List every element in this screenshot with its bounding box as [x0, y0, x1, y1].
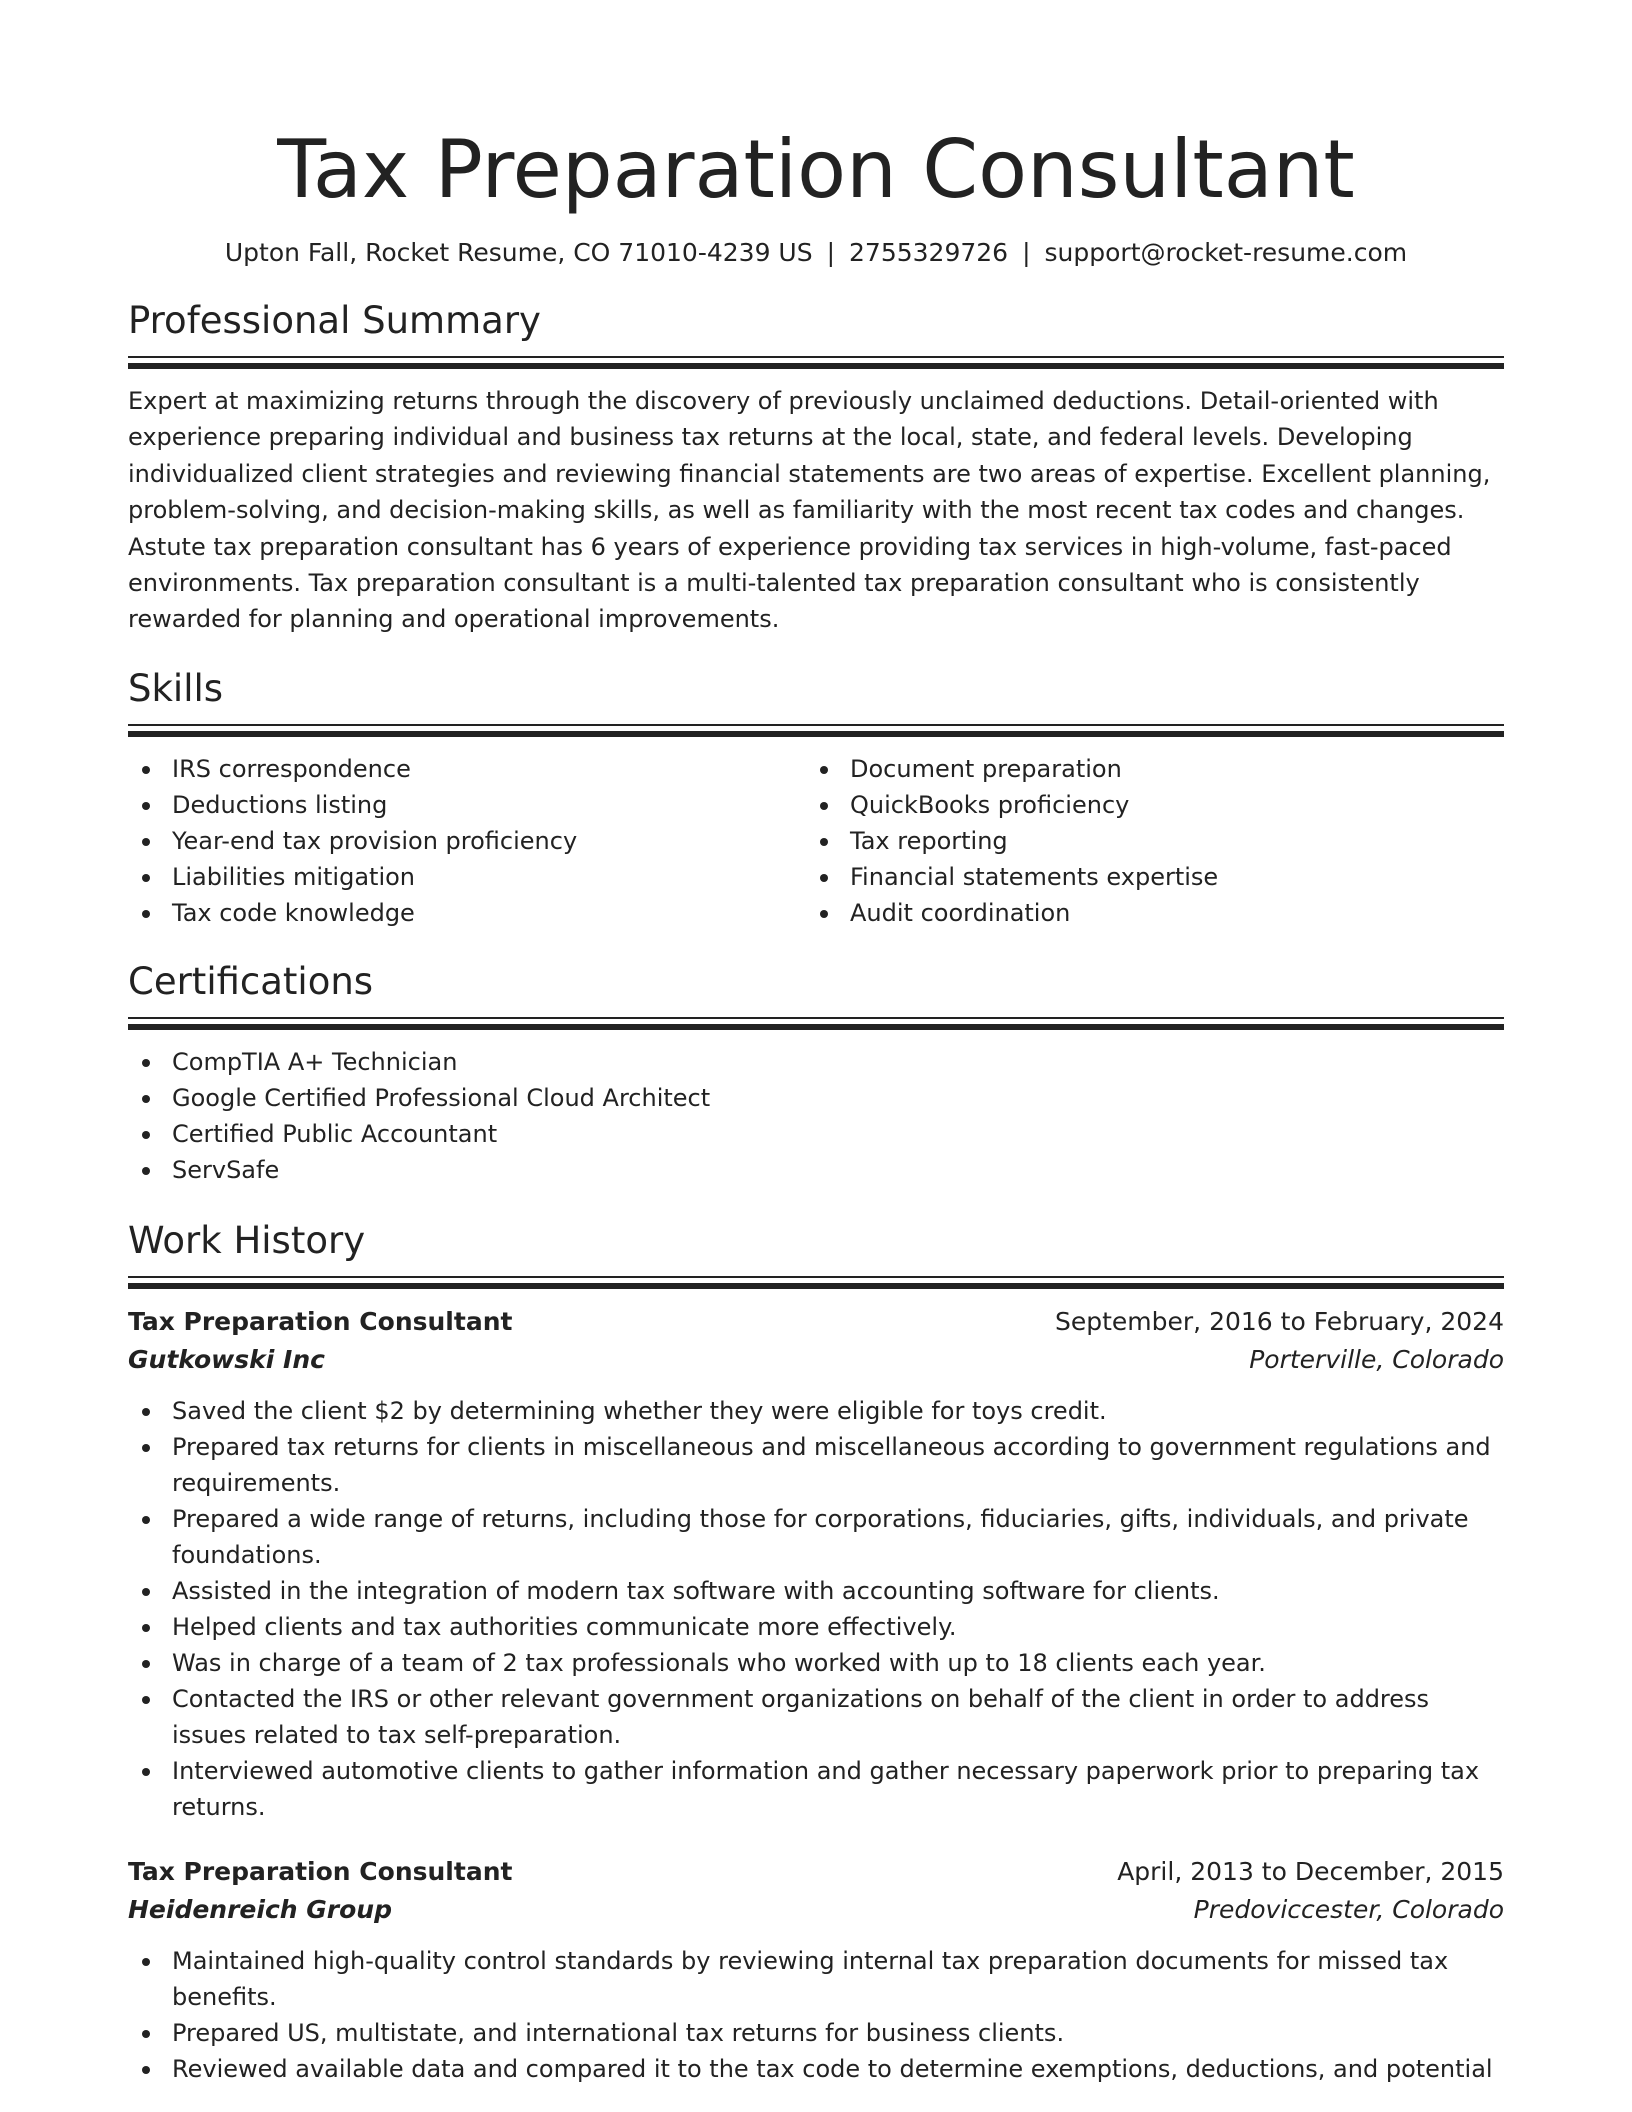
skills-grid — [128, 751, 1504, 931]
skill-item: Tax code knowledge — [128, 895, 806, 931]
skill-item: Audit coordination — [806, 895, 1484, 931]
summary-text: Expert at maximizing returns through the discovery of previously unclaimed deductions. Detail-oriented with experience preparing individual and business tax returns at the local, state, and federal levels. Developing individualized client strategies and reviewing financial statements are two areas of expertise. Excellent planning, problem-solving, and decision-making skills, as well as familiarity with the most recent tax codes and changes. Astute tax preparation consultant has 6 years of experience providing tax services in high-volume, fast-paced environments. Tax preparation consultant is a multi-talented tax preparation consultant who is consistently rewarded for planning and operational improvements. — [128, 387, 1491, 634]
job-bullet: Maintained high-quality control standards by reviewing internal tax preparation documents for missed tax benefits. — [128, 1943, 1504, 2015]
section-rule-thick — [128, 1283, 1504, 1289]
skill-item: Tax reporting — [806, 823, 1484, 859]
contact-separator: | — [826, 238, 836, 267]
job-bullets — [128, 1943, 1504, 2087]
job-company: Gutkowski Inc — [128, 1344, 325, 1374]
work-history-section — [128, 1216, 1504, 2087]
job-header-row — [128, 1303, 1504, 1341]
job-bullet: Interviewed automotive clients to gather information and gather necessary paperwork prior to preparing tax returns. — [128, 1753, 1504, 1825]
contact-phone: 2755329726 — [849, 238, 1009, 267]
job-entry — [128, 1303, 1504, 1825]
section-rule — [128, 1017, 1504, 1019]
certification-item: Certified Public Accountant — [128, 1116, 1504, 1152]
section-rule — [128, 1276, 1504, 1278]
job-bullets — [128, 1393, 1504, 1825]
job-header-row — [128, 1853, 1504, 1891]
resume-title: Tax Preparation Consultant — [277, 123, 1355, 216]
skill-item: Year-end tax provision proficiency — [128, 823, 806, 859]
skills-list-right — [806, 751, 1484, 931]
skill-item: Document preparation — [806, 751, 1484, 787]
section-rule — [128, 356, 1504, 358]
resume-page — [128, 0, 1504, 2087]
contact-address: Upton Fall, Rocket Resume, CO 71010-4239 US — [224, 238, 813, 267]
certification-item: CompTIA A+ Technician — [128, 1044, 1504, 1080]
section-rule-thick — [128, 1024, 1504, 1030]
skill-item: QuickBooks proficiency — [806, 787, 1484, 823]
job-dates: September, 2016 to February, 2024 — [1055, 1306, 1504, 1336]
skill-item: Deductions listing — [128, 787, 806, 823]
job-location: Porterville, Colorado — [1249, 1344, 1504, 1374]
skill-item: IRS correspondence — [128, 751, 806, 787]
job-company-row — [128, 1341, 1504, 1379]
section-rule-thick — [128, 363, 1504, 369]
job-title: Tax Preparation Consultant — [128, 1856, 513, 1886]
contact-email: support@rocket-resume.com — [1044, 238, 1408, 267]
job-company: Heidenreich Group — [128, 1894, 392, 1924]
job-bullet: Contacted the IRS or other relevant government organizations on behalf of the client in order to address issues related to tax self-preparation. — [128, 1681, 1504, 1753]
section-heading-summary: Professional Summary — [128, 299, 541, 342]
section-heading-skills: Skills — [128, 666, 224, 710]
job-bullet: Was in charge of a team of 2 tax professionals who worked with up to 18 clients each year. — [128, 1645, 1504, 1681]
summary-section — [128, 296, 1504, 638]
job-bullet: Helped clients and tax authorities communicate more effectively. — [128, 1609, 1504, 1645]
section-rule — [128, 724, 1504, 726]
skill-item: Liabilities mitigation — [128, 859, 806, 895]
section-rule-thick — [128, 731, 1504, 737]
job-company-row — [128, 1891, 1504, 1929]
job-bullet: Reviewed available data and compared it to the tax code to determine exemptions, deductions, and potential — [128, 2051, 1504, 2087]
job-bullet: Assisted in the integration of modern tax software with accounting software for clients. — [128, 1573, 1504, 1609]
certifications-section — [128, 957, 1504, 1188]
certification-item: ServSafe — [128, 1152, 1504, 1188]
contact-separator: | — [1022, 238, 1031, 267]
job-bullet: Prepared tax returns for clients in miscellaneous and miscellaneous according to government regulations and requirements. — [128, 1429, 1504, 1501]
certification-item: Google Certified Professional Cloud Architect — [128, 1080, 1504, 1116]
section-heading-certifications: Certifications — [128, 959, 374, 1003]
job-bullet: Saved the client $2 by determining whether they were eligible for toys credit. — [128, 1393, 1504, 1429]
section-heading-work-history: Work History — [128, 1218, 366, 1262]
skills-list-left — [128, 751, 806, 931]
job-title: Tax Preparation Consultant — [128, 1306, 513, 1336]
job-bullet: Prepared a wide range of returns, including those for corporations, fiduciaries, gifts, individuals, and private foundations. — [128, 1501, 1504, 1573]
job-entry — [128, 1853, 1504, 2087]
job-dates: April, 2013 to December, 2015 — [1117, 1856, 1504, 1886]
job-bullet: Prepared US, multistate, and international tax returns for business clients. — [128, 2015, 1504, 2051]
job-location: Predoviccester, Colorado — [1193, 1894, 1504, 1924]
certifications-list — [128, 1044, 1504, 1188]
skill-item: Financial statements expertise — [806, 859, 1484, 895]
contact-line — [128, 236, 1504, 270]
skills-section — [128, 664, 1504, 931]
